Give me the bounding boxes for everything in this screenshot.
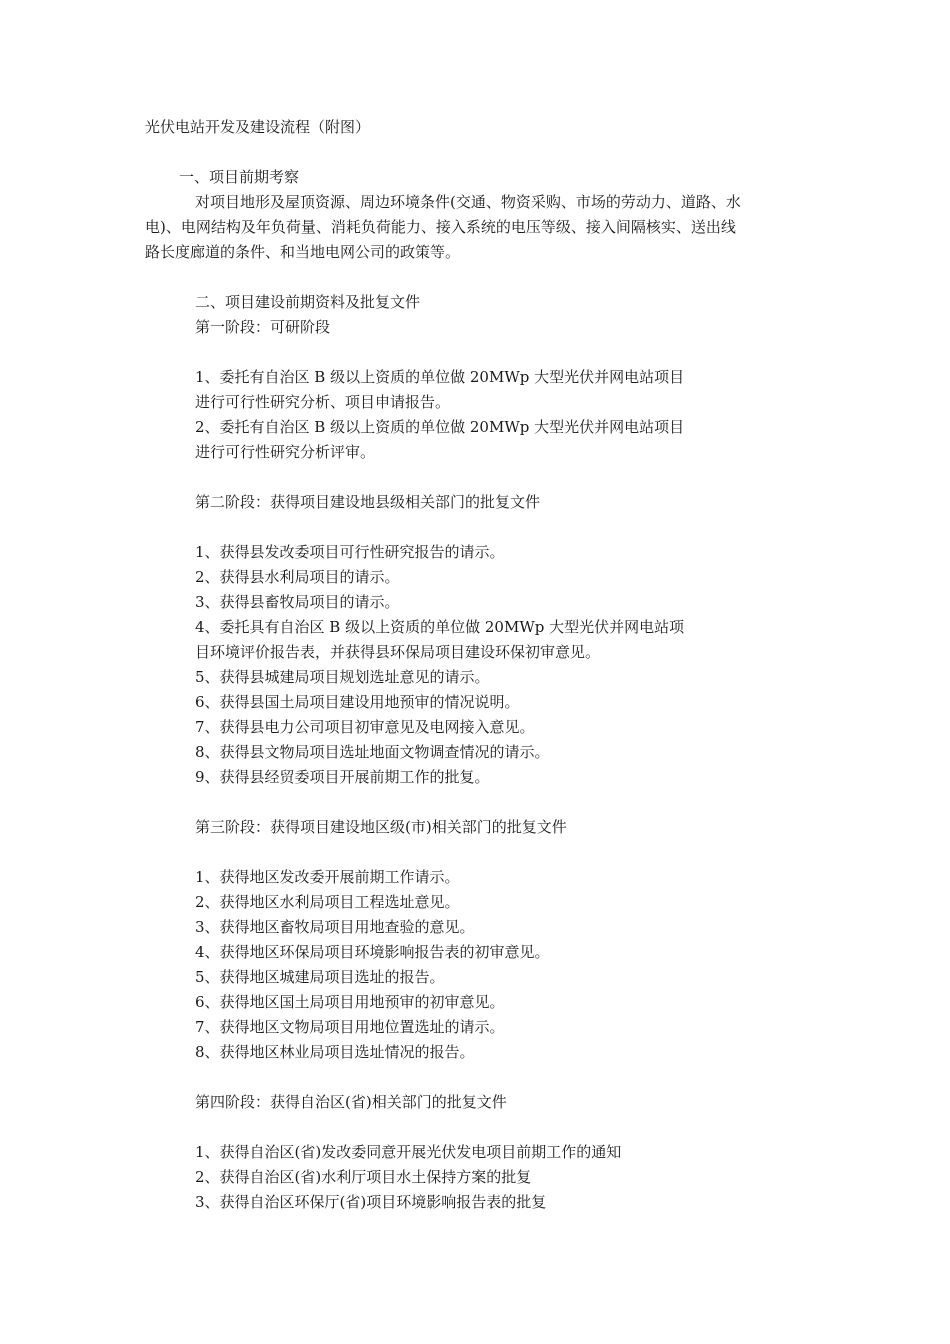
stage3-line: 1、获得地区发改委开展前期工作请示。	[195, 868, 460, 886]
section1-paragraph-line-1: 对项目地形及屋顶资源、周边环境条件(交通、物资采购、市场的劳动力、道路、水	[195, 193, 741, 211]
stage2-line: 1、获得县发改委项目可行性研究报告的请示。	[195, 543, 505, 561]
document-title: 光伏电站开发及建设流程（附图）	[145, 118, 371, 136]
stage1-line: 进行可行性研究分析评审。	[195, 443, 376, 461]
section1-paragraph-line-3: 路长度廊道的条件、和当地电网公司的政策等。	[145, 243, 461, 261]
stage3-line: 8、获得地区林业局项目选址情况的报告。	[195, 1043, 475, 1061]
stage4-heading: 第四阶段：获得自治区(省)相关部门的批复文件	[195, 1093, 507, 1111]
stage1-line: 进行可行性研究分析、项目申请报告。	[195, 393, 451, 411]
stage3-line: 3、获得地区畜牧局项目用地查验的意见。	[195, 918, 475, 936]
stage2-line: 目环境评价报告表，并获得县环保局项目建设环保初审意见。	[195, 643, 601, 661]
stage2-heading: 第二阶段：获得项目建设地县级相关部门的批复文件	[195, 493, 541, 511]
stage3-line: 7、获得地区文物局项目用地位置选址的请示。	[195, 1018, 505, 1036]
stage3-heading: 第三阶段：获得项目建设地区级(市)相关部门的批复文件	[195, 818, 567, 836]
stage3-line: 5、获得地区城建局项目选址的报告。	[195, 968, 445, 986]
stage4-line: 2、获得自治区(省)水利厅项目水土保持方案的批复	[195, 1168, 532, 1186]
stage1-line: 2、委托有自治区 B 级以上资质的单位做 20MWp 大型光伏并网电站项目	[195, 418, 685, 436]
stage2-line: 8、获得县文物局项目选址地面文物调查情况的请示。	[195, 743, 550, 761]
section2-heading: 二、项目建设前期资料及批复文件	[195, 293, 421, 311]
stage2-line: 9、获得县经贸委项目开展前期工作的批复。	[195, 768, 490, 786]
stage4-line: 3、获得自治区环保厅(省)项目环境影响报告表的批复	[195, 1193, 547, 1211]
stage1-line: 1、委托有自治区 B 级以上资质的单位做 20MWp 大型光伏并网电站项目	[195, 368, 685, 386]
stage2-line: 6、获得县国土局项目建设用地预审的情况说明。	[195, 693, 520, 711]
stage2-line: 4、委托具有自治区 B 级以上资质的单位做 20MWp 大型光伏并网电站项	[195, 618, 685, 636]
stage3-line: 4、获得地区环保局项目环境影响报告表的初审意见。	[195, 943, 550, 961]
stage2-line: 2、获得县水利局项目的请示。	[195, 568, 400, 586]
stage3-line: 6、获得地区国土局项目用地预审的初审意见。	[195, 993, 505, 1011]
section1-heading: 一、项目前期考察	[179, 168, 300, 186]
stage3-line: 2、获得地区水利局项目工程选址意见。	[195, 893, 460, 911]
stage4-line: 1、获得自治区(省)发改委同意开展光伏发电项目前期工作的通知	[195, 1143, 622, 1161]
stage2-line: 5、获得县城建局项目规划选址意见的请示。	[195, 668, 490, 686]
stage1-heading: 第一阶段：可研阶段	[195, 318, 331, 336]
section1-paragraph-line-2: 电)、电网结构及年负荷量、消耗负荷能力、接入系统的电压等级、接入间隔核实、送出线	[145, 218, 736, 236]
stage2-line: 3、获得县畜牧局项目的请示。	[195, 593, 400, 611]
stage2-line: 7、获得县电力公司项目初审意见及电网接入意见。	[195, 718, 535, 736]
